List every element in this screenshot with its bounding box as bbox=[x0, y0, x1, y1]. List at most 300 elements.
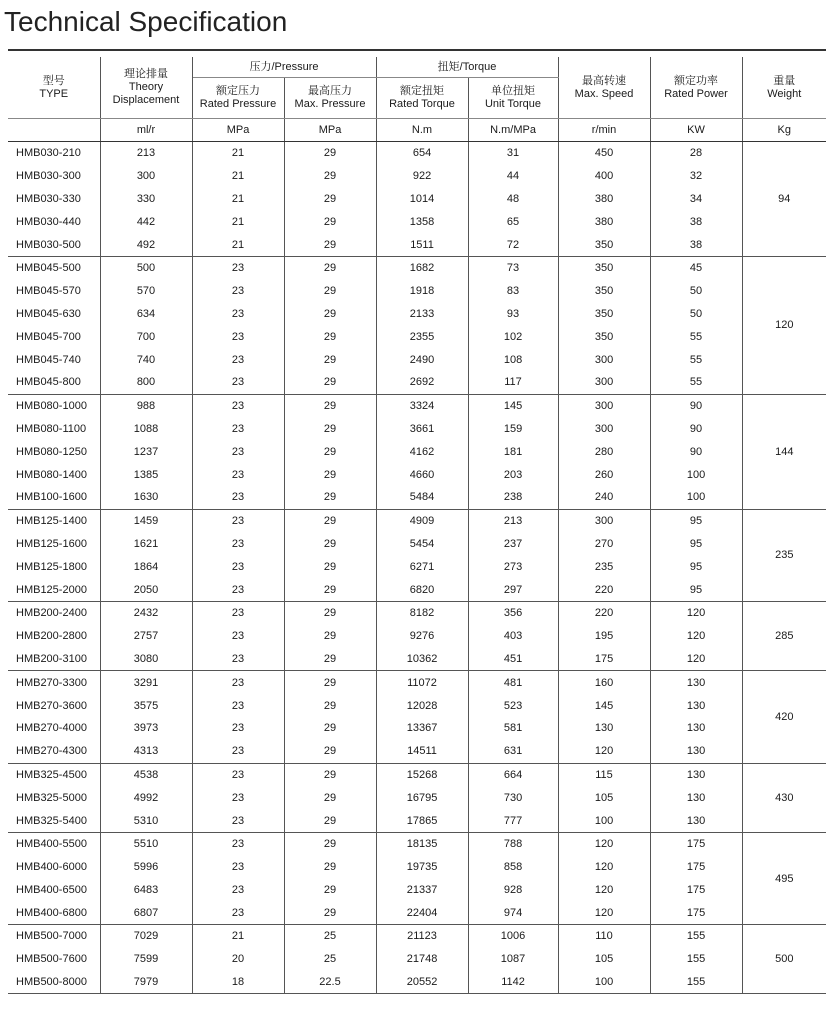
value-cell: 22.5 bbox=[284, 971, 376, 994]
power-header bbox=[650, 57, 742, 119]
value-cell: 18 bbox=[192, 971, 284, 994]
table-row bbox=[8, 394, 826, 417]
value-cell: 280 bbox=[558, 440, 650, 463]
table-row bbox=[8, 648, 826, 671]
value-cell: 23 bbox=[192, 809, 284, 832]
table-row bbox=[8, 879, 826, 902]
value-cell: 500 bbox=[100, 256, 192, 279]
table-row bbox=[8, 463, 826, 486]
value-cell: 19735 bbox=[376, 856, 468, 879]
value-cell: 29 bbox=[284, 763, 376, 786]
table-row bbox=[8, 786, 826, 809]
value-cell: 145 bbox=[558, 694, 650, 717]
model-cell: HMB400-6800 bbox=[8, 901, 100, 924]
value-cell: 90 bbox=[650, 440, 742, 463]
unit-torque-cn: 单位扭矩 bbox=[491, 85, 536, 97]
value-cell: 5454 bbox=[376, 533, 468, 556]
value-cell: 220 bbox=[558, 601, 650, 624]
model-cell: HMB400-5500 bbox=[8, 832, 100, 855]
table-row bbox=[8, 971, 826, 994]
value-cell: 38 bbox=[650, 210, 742, 233]
value-cell: 380 bbox=[558, 210, 650, 233]
value-cell: 175 bbox=[650, 832, 742, 855]
value-cell: 4162 bbox=[376, 440, 468, 463]
value-cell: 634 bbox=[100, 303, 192, 326]
weight-cell: 144 bbox=[742, 394, 826, 509]
value-cell: 100 bbox=[558, 809, 650, 832]
value-cell: 1237 bbox=[100, 440, 192, 463]
value-cell: 29 bbox=[284, 740, 376, 763]
weight-header-en: Weight bbox=[767, 87, 802, 100]
value-cell: 23 bbox=[192, 486, 284, 509]
value-cell: 988 bbox=[100, 394, 192, 417]
value-cell: 3575 bbox=[100, 694, 192, 717]
value-cell: 9276 bbox=[376, 625, 468, 648]
value-cell: 115 bbox=[558, 763, 650, 786]
table-row bbox=[8, 165, 826, 188]
table-row bbox=[8, 809, 826, 832]
value-cell: 777 bbox=[468, 809, 558, 832]
table-row bbox=[8, 280, 826, 303]
value-cell: 29 bbox=[284, 832, 376, 855]
value-cell: 800 bbox=[100, 371, 192, 394]
value-cell: 155 bbox=[650, 971, 742, 994]
value-cell: 83 bbox=[468, 280, 558, 303]
weight-header-cn: 重量 bbox=[773, 74, 796, 87]
value-cell: 65 bbox=[468, 210, 558, 233]
rated-torque-header bbox=[376, 78, 468, 119]
value-cell: 23 bbox=[192, 601, 284, 624]
unit-torque-en: Unit Torque bbox=[484, 98, 542, 110]
value-cell: 451 bbox=[468, 648, 558, 671]
value-cell: 350 bbox=[558, 256, 650, 279]
value-cell: 5510 bbox=[100, 832, 192, 855]
value-cell: 55 bbox=[650, 371, 742, 394]
model-cell: HMB400-6500 bbox=[8, 879, 100, 902]
unit-cell: N.m bbox=[376, 119, 468, 142]
value-cell: 1087 bbox=[468, 948, 558, 971]
max-pressure-en: Max. Pressure bbox=[294, 98, 366, 110]
value-cell: 16795 bbox=[376, 786, 468, 809]
value-cell: 55 bbox=[650, 325, 742, 348]
spec-table-body bbox=[8, 142, 826, 994]
value-cell: 95 bbox=[650, 509, 742, 532]
value-cell: 235 bbox=[558, 555, 650, 578]
value-cell: 130 bbox=[650, 671, 742, 694]
value-cell: 7979 bbox=[100, 971, 192, 994]
model-cell: HMB125-1600 bbox=[8, 533, 100, 556]
weight-cell: 430 bbox=[742, 763, 826, 832]
value-cell: 160 bbox=[558, 671, 650, 694]
value-cell: 523 bbox=[468, 694, 558, 717]
value-cell: 350 bbox=[558, 233, 650, 256]
value-cell: 21748 bbox=[376, 948, 468, 971]
model-cell: HMB045-630 bbox=[8, 303, 100, 326]
value-cell: 1006 bbox=[468, 925, 558, 948]
value-cell: 12028 bbox=[376, 694, 468, 717]
value-cell: 356 bbox=[468, 601, 558, 624]
table-row bbox=[8, 694, 826, 717]
model-cell: HMB125-1400 bbox=[8, 509, 100, 532]
value-cell: 120 bbox=[650, 601, 742, 624]
unit-cell: N.m/MPa bbox=[468, 119, 558, 142]
value-cell: 110 bbox=[558, 925, 650, 948]
value-cell: 2050 bbox=[100, 578, 192, 601]
value-cell: 300 bbox=[558, 394, 650, 417]
value-cell: 300 bbox=[558, 418, 650, 441]
unit-cell: MPa bbox=[284, 119, 376, 142]
table-row bbox=[8, 371, 826, 394]
value-cell: 159 bbox=[468, 418, 558, 441]
value-cell: 1864 bbox=[100, 555, 192, 578]
model-cell: HMB200-3100 bbox=[8, 648, 100, 671]
value-cell: 29 bbox=[284, 671, 376, 694]
value-cell: 1142 bbox=[468, 971, 558, 994]
value-cell: 29 bbox=[284, 625, 376, 648]
value-cell: 492 bbox=[100, 233, 192, 256]
value-cell: 130 bbox=[558, 717, 650, 740]
table-row bbox=[8, 418, 826, 441]
value-cell: 974 bbox=[468, 901, 558, 924]
value-cell: 7029 bbox=[100, 925, 192, 948]
value-cell: 2133 bbox=[376, 303, 468, 326]
value-cell: 175 bbox=[650, 856, 742, 879]
value-cell: 95 bbox=[650, 555, 742, 578]
unit-cell: Kg bbox=[742, 119, 826, 142]
value-cell: 6807 bbox=[100, 901, 192, 924]
table-row bbox=[8, 832, 826, 855]
value-cell: 297 bbox=[468, 578, 558, 601]
weight-cell: 235 bbox=[742, 509, 826, 601]
value-cell: 72 bbox=[468, 233, 558, 256]
value-cell: 20 bbox=[192, 948, 284, 971]
model-cell: HMB030-300 bbox=[8, 165, 100, 188]
value-cell: 654 bbox=[376, 142, 468, 165]
type-header-cn: 型号 bbox=[42, 74, 65, 87]
table-row bbox=[8, 625, 826, 648]
value-cell: 2692 bbox=[376, 371, 468, 394]
table-row bbox=[8, 901, 826, 924]
weight-cell: 120 bbox=[742, 256, 826, 394]
value-cell: 50 bbox=[650, 303, 742, 326]
value-cell: 29 bbox=[284, 809, 376, 832]
model-cell: HMB080-1000 bbox=[8, 394, 100, 417]
value-cell: 23 bbox=[192, 901, 284, 924]
value-cell: 23 bbox=[192, 371, 284, 394]
value-cell: 631 bbox=[468, 740, 558, 763]
unit-cell: KW bbox=[650, 119, 742, 142]
value-cell: 4538 bbox=[100, 763, 192, 786]
value-cell: 29 bbox=[284, 418, 376, 441]
value-cell: 23 bbox=[192, 533, 284, 556]
value-cell: 25 bbox=[284, 925, 376, 948]
units-row bbox=[8, 119, 826, 142]
value-cell: 23 bbox=[192, 578, 284, 601]
value-cell: 29 bbox=[284, 717, 376, 740]
value-cell: 10362 bbox=[376, 648, 468, 671]
value-cell: 1385 bbox=[100, 463, 192, 486]
value-cell: 120 bbox=[558, 740, 650, 763]
value-cell: 220 bbox=[558, 578, 650, 601]
value-cell: 100 bbox=[650, 486, 742, 509]
value-cell: 23 bbox=[192, 555, 284, 578]
model-cell: HMB080-1400 bbox=[8, 463, 100, 486]
value-cell: 29 bbox=[284, 142, 376, 165]
table-row bbox=[8, 763, 826, 786]
value-cell: 300 bbox=[558, 371, 650, 394]
value-cell: 2355 bbox=[376, 325, 468, 348]
table-row bbox=[8, 533, 826, 556]
value-cell: 300 bbox=[558, 348, 650, 371]
value-cell: 23 bbox=[192, 440, 284, 463]
value-cell: 23 bbox=[192, 280, 284, 303]
model-cell: HMB125-1800 bbox=[8, 555, 100, 578]
value-cell: 23 bbox=[192, 394, 284, 417]
value-cell: 7599 bbox=[100, 948, 192, 971]
value-cell: 350 bbox=[558, 303, 650, 326]
value-cell: 175 bbox=[558, 648, 650, 671]
value-cell: 2757 bbox=[100, 625, 192, 648]
value-cell: 273 bbox=[468, 555, 558, 578]
value-cell: 100 bbox=[650, 463, 742, 486]
value-cell: 29 bbox=[284, 394, 376, 417]
model-cell: HMB045-570 bbox=[8, 280, 100, 303]
value-cell: 120 bbox=[558, 901, 650, 924]
value-cell: 29 bbox=[284, 856, 376, 879]
value-cell: 120 bbox=[558, 879, 650, 902]
value-cell: 5310 bbox=[100, 809, 192, 832]
value-cell: 50 bbox=[650, 280, 742, 303]
value-cell: 203 bbox=[468, 463, 558, 486]
value-cell: 23 bbox=[192, 832, 284, 855]
value-cell: 105 bbox=[558, 948, 650, 971]
value-cell: 700 bbox=[100, 325, 192, 348]
speed-header-en: Max. Speed bbox=[574, 87, 634, 100]
unit-cell: MPa bbox=[192, 119, 284, 142]
pressure-header: 压力/Pressure bbox=[192, 57, 376, 78]
value-cell: 2432 bbox=[100, 601, 192, 624]
value-cell: 21337 bbox=[376, 879, 468, 902]
model-cell: HMB400-6000 bbox=[8, 856, 100, 879]
value-cell: 29 bbox=[284, 371, 376, 394]
displacement-header bbox=[100, 57, 192, 119]
value-cell: 29 bbox=[284, 533, 376, 556]
table-row bbox=[8, 303, 826, 326]
value-cell: 130 bbox=[650, 786, 742, 809]
max-pressure-header bbox=[284, 78, 376, 119]
value-cell: 29 bbox=[284, 210, 376, 233]
rated-pressure-en: Rated Pressure bbox=[199, 98, 277, 110]
table-row bbox=[8, 440, 826, 463]
weight-cell: 500 bbox=[742, 925, 826, 994]
table-row bbox=[8, 348, 826, 371]
value-cell: 29 bbox=[284, 463, 376, 486]
value-cell: 1088 bbox=[100, 418, 192, 441]
value-cell: 45 bbox=[650, 256, 742, 279]
value-cell: 23 bbox=[192, 740, 284, 763]
value-cell: 1511 bbox=[376, 233, 468, 256]
value-cell: 23 bbox=[192, 509, 284, 532]
model-cell: HMB045-700 bbox=[8, 325, 100, 348]
table-row bbox=[8, 486, 826, 509]
value-cell: 11072 bbox=[376, 671, 468, 694]
value-cell: 90 bbox=[650, 418, 742, 441]
model-cell: HMB080-1250 bbox=[8, 440, 100, 463]
model-cell: HMB030-500 bbox=[8, 233, 100, 256]
title-rule bbox=[8, 49, 826, 51]
value-cell: 18135 bbox=[376, 832, 468, 855]
model-cell: HMB325-5400 bbox=[8, 809, 100, 832]
value-cell: 120 bbox=[558, 832, 650, 855]
model-cell: HMB270-4300 bbox=[8, 740, 100, 763]
value-cell: 4992 bbox=[100, 786, 192, 809]
value-cell: 23 bbox=[192, 418, 284, 441]
model-cell: HMB325-5000 bbox=[8, 786, 100, 809]
value-cell: 29 bbox=[284, 509, 376, 532]
value-cell: 100 bbox=[558, 971, 650, 994]
value-cell: 300 bbox=[100, 165, 192, 188]
model-cell: HMB030-330 bbox=[8, 188, 100, 211]
value-cell: 400 bbox=[558, 165, 650, 188]
value-cell: 28 bbox=[650, 142, 742, 165]
value-cell: 1918 bbox=[376, 280, 468, 303]
value-cell: 350 bbox=[558, 325, 650, 348]
value-cell: 20552 bbox=[376, 971, 468, 994]
value-cell: 23 bbox=[192, 463, 284, 486]
value-cell: 23 bbox=[192, 879, 284, 902]
value-cell: 108 bbox=[468, 348, 558, 371]
value-cell: 570 bbox=[100, 280, 192, 303]
value-cell: 175 bbox=[650, 901, 742, 924]
value-cell: 29 bbox=[284, 879, 376, 902]
rated-pressure-cn: 额定压力 bbox=[216, 85, 260, 97]
value-cell: 3661 bbox=[376, 418, 468, 441]
unit-cell: ml/r bbox=[100, 119, 192, 142]
model-cell: HMB270-3300 bbox=[8, 671, 100, 694]
value-cell: 130 bbox=[650, 740, 742, 763]
displacement-header-en2: Displacement bbox=[112, 94, 180, 106]
units-blank bbox=[8, 119, 100, 142]
spec-table bbox=[8, 57, 826, 994]
value-cell: 6483 bbox=[100, 879, 192, 902]
value-cell: 29 bbox=[284, 188, 376, 211]
page-title: Technical Specification bbox=[4, 6, 288, 37]
table-row bbox=[8, 601, 826, 624]
value-cell: 6271 bbox=[376, 555, 468, 578]
value-cell: 29 bbox=[284, 648, 376, 671]
value-cell: 238 bbox=[468, 486, 558, 509]
model-cell: HMB030-440 bbox=[8, 210, 100, 233]
value-cell: 23 bbox=[192, 856, 284, 879]
table-row bbox=[8, 717, 826, 740]
value-cell: 23 bbox=[192, 694, 284, 717]
model-cell: HMB500-7000 bbox=[8, 925, 100, 948]
value-cell: 664 bbox=[468, 763, 558, 786]
value-cell: 240 bbox=[558, 486, 650, 509]
model-cell: HMB045-740 bbox=[8, 348, 100, 371]
value-cell: 29 bbox=[284, 325, 376, 348]
value-cell: 581 bbox=[468, 717, 558, 740]
value-cell: 330 bbox=[100, 188, 192, 211]
value-cell: 23 bbox=[192, 648, 284, 671]
value-cell: 29 bbox=[284, 578, 376, 601]
value-cell: 14511 bbox=[376, 740, 468, 763]
value-cell: 23 bbox=[192, 325, 284, 348]
table-row bbox=[8, 948, 826, 971]
value-cell: 155 bbox=[650, 925, 742, 948]
value-cell: 102 bbox=[468, 325, 558, 348]
weight-cell: 495 bbox=[742, 832, 826, 924]
value-cell: 15268 bbox=[376, 763, 468, 786]
table-row bbox=[8, 233, 826, 256]
value-cell: 23 bbox=[192, 348, 284, 371]
value-cell: 23 bbox=[192, 786, 284, 809]
value-cell: 105 bbox=[558, 786, 650, 809]
value-cell: 21 bbox=[192, 142, 284, 165]
table-row bbox=[8, 856, 826, 879]
value-cell: 93 bbox=[468, 303, 558, 326]
value-cell: 22404 bbox=[376, 901, 468, 924]
value-cell: 21 bbox=[192, 210, 284, 233]
model-cell: HMB200-2800 bbox=[8, 625, 100, 648]
value-cell: 29 bbox=[284, 694, 376, 717]
type-header-en: TYPE bbox=[39, 87, 69, 100]
value-cell: 3973 bbox=[100, 717, 192, 740]
value-cell: 23 bbox=[192, 717, 284, 740]
value-cell: 44 bbox=[468, 165, 558, 188]
value-cell: 5484 bbox=[376, 486, 468, 509]
value-cell: 73 bbox=[468, 256, 558, 279]
value-cell: 48 bbox=[468, 188, 558, 211]
table-row bbox=[8, 256, 826, 279]
value-cell: 90 bbox=[650, 394, 742, 417]
value-cell: 4313 bbox=[100, 740, 192, 763]
value-cell: 29 bbox=[284, 348, 376, 371]
value-cell: 25 bbox=[284, 948, 376, 971]
value-cell: 34 bbox=[650, 188, 742, 211]
value-cell: 380 bbox=[558, 188, 650, 211]
value-cell: 5996 bbox=[100, 856, 192, 879]
value-cell: 1014 bbox=[376, 188, 468, 211]
max-pressure-cn: 最高压力 bbox=[308, 85, 352, 97]
value-cell: 350 bbox=[558, 280, 650, 303]
weight-header bbox=[742, 57, 826, 119]
table-row bbox=[8, 210, 826, 233]
value-cell: 29 bbox=[284, 165, 376, 188]
value-cell: 29 bbox=[284, 440, 376, 463]
displacement-header-en1: Theory bbox=[128, 81, 164, 93]
speed-header bbox=[558, 57, 650, 119]
model-cell: HMB030-210 bbox=[8, 142, 100, 165]
weight-cell: 285 bbox=[742, 601, 826, 670]
value-cell: 29 bbox=[284, 901, 376, 924]
model-cell: HMB080-1100 bbox=[8, 418, 100, 441]
model-cell: HMB270-3600 bbox=[8, 694, 100, 717]
table-row bbox=[8, 188, 826, 211]
value-cell: 8182 bbox=[376, 601, 468, 624]
value-cell: 29 bbox=[284, 303, 376, 326]
value-cell: 730 bbox=[468, 786, 558, 809]
value-cell: 300 bbox=[558, 509, 650, 532]
value-cell: 29 bbox=[284, 233, 376, 256]
value-cell: 38 bbox=[650, 233, 742, 256]
value-cell: 95 bbox=[650, 578, 742, 601]
value-cell: 29 bbox=[284, 786, 376, 809]
value-cell: 32 bbox=[650, 165, 742, 188]
value-cell: 23 bbox=[192, 763, 284, 786]
value-cell: 29 bbox=[284, 555, 376, 578]
value-cell: 3324 bbox=[376, 394, 468, 417]
